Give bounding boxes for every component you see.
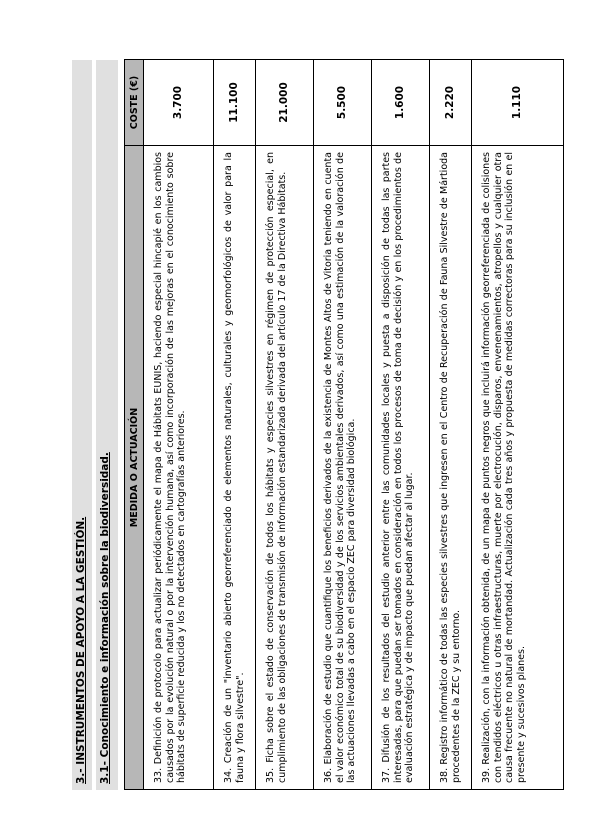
cost-cell: 1.600 <box>372 60 430 146</box>
table-row <box>472 60 564 790</box>
measure-column-header: MEDIDA O ACTUACIÓN <box>125 146 144 790</box>
section-title: 3.- INSTRUMENTOS DE APOYO A LA GESTIÓN. <box>72 60 92 790</box>
cost-cell: 21.000 <box>256 60 314 146</box>
measure-cell: 35. Ficha sobre el estado de conservación de todos los hábitats y especies silvestres en régimen de protección especial, en cumplimiento de las obligaciones de transmisión de información estandarizada derivada del artículo 17 de la Directiva Hábitats. <box>256 146 314 790</box>
cost-cell: 3.700 <box>144 60 214 146</box>
measure-cell: 38. Registro informático de todas las especies silvestres que ingresen en el Centro de Recuperación de Fauna Silvestre de Mártioda procedentes de la ZEC y su entorno. <box>430 146 472 790</box>
table-row <box>430 60 472 790</box>
table-row <box>256 60 314 790</box>
rotated-document-page <box>72 60 548 790</box>
table-header-row <box>125 60 144 790</box>
table-row <box>372 60 430 790</box>
measures-table <box>124 59 564 790</box>
cost-cell: 5.500 <box>314 60 372 146</box>
table-row <box>314 60 372 790</box>
cost-cell: 2.220 <box>430 60 472 146</box>
measure-cell: 37. Difusión de los resultados del estudio anterior entre las comunidades locales y puesta a disposición de todas las partes interesadas, para que puedan ser tomados en consideración en todos los procesos de toma de decisión y en los procedimientos de evaluación estratégica y de impacto que puedan afectar al lugar. <box>372 146 430 790</box>
cost-cell: 11.100 <box>214 60 256 146</box>
measure-cell: 34. Creación de un "inventario abierto georreferenciado de elementos naturales, culturales y geomorfológicos de valor para la fauna y flora silvestre". <box>214 146 256 790</box>
measure-cell: 36. Elaboración de estudio que cuantifique los beneficios derivados de la existencia de Montes Altos de Vitoria teniendo en cuenta el valor económico total de su biodiversidad y de los servicios ambientales derivados, así como una estimación de la valoración de las actuaciones llevadas a cabo en el espacio ZEC para diversidad biológica. <box>314 146 372 790</box>
cost-column-header: COSTE (€) <box>125 60 144 146</box>
table-row <box>144 60 214 790</box>
measure-cell: 33. Definición de protocolo para actualizar periódicamente el mapa de Hábitats EUNIS, haciendo especial hincapié en los cambios causados por la evolución natural o por la intervención humana, así como incorporación de las mejoras en el conocimiento sobre hábitats de superficie reducida y los no detectados en cartografías anteriores. <box>144 146 214 790</box>
subsection-title: 3.1- Conocimiento e información sobre la biodiversidad. <box>96 60 118 790</box>
table-row <box>214 60 256 790</box>
measure-cell: 39. Realización, con la información obtenida, de un mapa de puntos negros que incluirá información georreferenciada de colisiones con tendidos eléctricos u otras infraestructuras, muerte por electrocución, disparos, envenenamientos, atropellos y cualquier otra causa frecuente no natural de mortandad. Actualización cada tres años y propuesta de medidas correctoras para su inclusión en el presente y sucesivos planes. <box>472 146 564 790</box>
cost-cell: 1.110 <box>472 60 564 146</box>
